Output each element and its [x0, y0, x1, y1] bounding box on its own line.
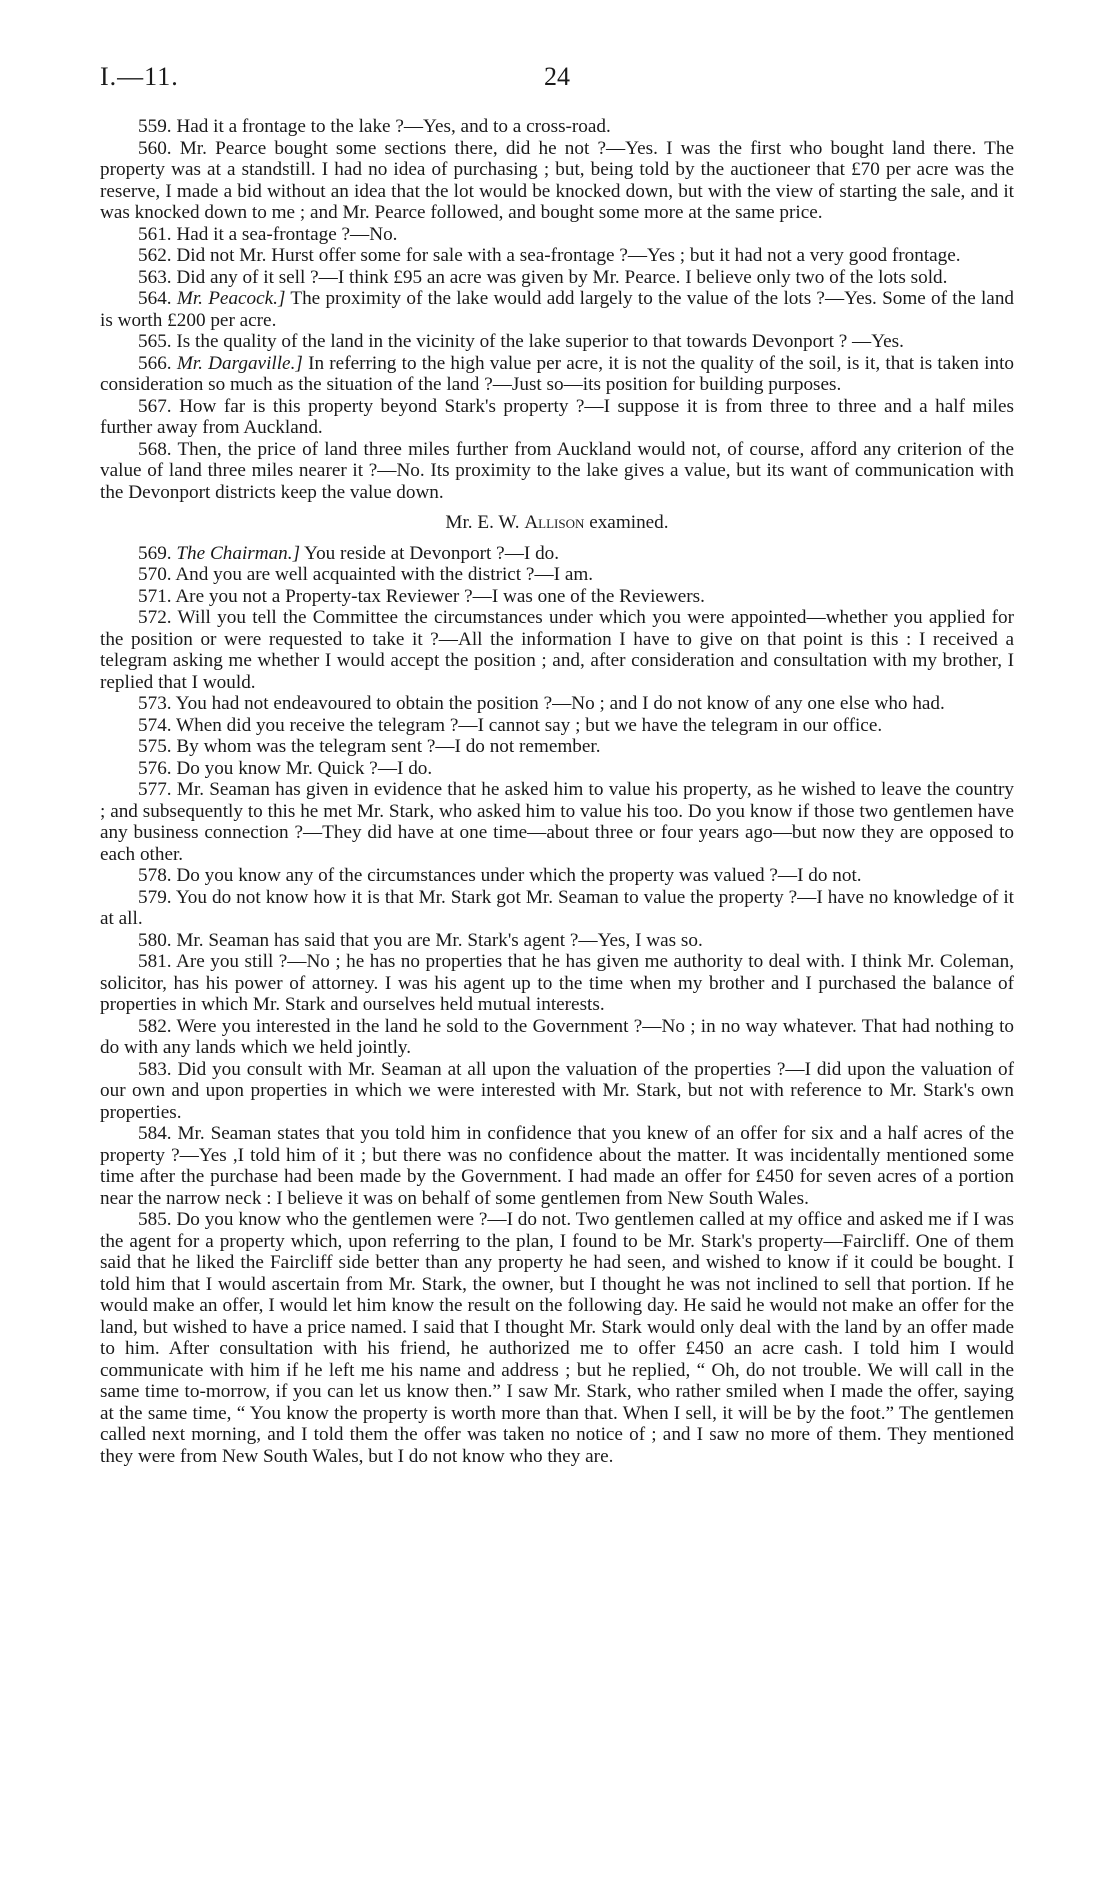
question-paragraph	[100, 138, 1014, 224]
witness-heading-prefix: Mr. E. W.	[445, 512, 520, 533]
question-paragraph	[100, 758, 1014, 780]
paper-reference: I.—11.	[100, 62, 179, 91]
question-paragraph	[100, 224, 1014, 246]
question-paragraph	[100, 779, 1014, 865]
question-text: Do you know Mr. Quick ?—I do.	[176, 757, 433, 779]
question-text: In referring to the high value per acre, it is not the quality of the soil, is it, that is taken into consideration so much as the situation of the land ?—Just so—its position for building purposes.	[100, 352, 1015, 395]
question-text: Had it a frontage to the lake ?—Yes, and to a cross-road.	[176, 116, 611, 137]
question-text: Did not Mr. Hurst offer some for sale with a sea-frontage ?—Yes ; but it had not a very good frontage.	[176, 245, 961, 266]
question-text: Mr. Seaman states that you told him in confidence that you knew of an offer for six and a half acres of the property ?—Yes ,I told him of it ; but there was no confidence about the matter. It was incidentally mentioned some time after the purchase had been made by the Government. I had made an offer for £450 for seven acres of a portion near the narrow neck : I believe it was on behalf of some gentlemen from New South Wales.	[100, 1123, 1014, 1209]
question-text: Did any of it sell ?—I think £95 an acre was given by Mr. Pearce. I believe only two of the lots sold.	[176, 266, 948, 288]
question-paragraph	[100, 543, 1014, 565]
question-text: Were you interested in the land he sold to the Government ?—No ; in no way whatever. That had nothing to do with any lands which we held jointly.	[100, 1015, 1014, 1058]
question-number: 564.	[138, 288, 172, 309]
question-paragraph	[100, 1016, 1014, 1059]
question-number: 568.	[138, 438, 172, 460]
question-text: Mr. Pearce bought some sections there, did he not ?—Yes. I was the first who bought land there. The property was at a standstill. I had no idea of purchasing ; but, being told by the auctioneer that £70 per acre was the reserve, I made a bid without an idea that the lot would be knocked down, but with the view of starting the sale, and it was knocked down to me ; and Mr. Pearce followed, and bought some more at the same price.	[100, 137, 1014, 223]
question-paragraph	[100, 353, 1014, 396]
question-number: 563.	[138, 266, 172, 288]
question-number: 575.	[138, 736, 172, 757]
witness-name: Allison	[524, 512, 585, 533]
question-text: And you are well acquainted with the district ?—I am.	[175, 564, 594, 585]
question-number: 572.	[138, 607, 172, 628]
question-text: Mr. Seaman has said that you are Mr. Stark's agent ?—Yes, I was so.	[176, 929, 703, 951]
question-text: The proximity of the lake would add largely to the value of the lots ?—Yes. Some of the land is worth £200 per acre.	[100, 288, 1015, 331]
evidence-group-2	[100, 543, 1014, 1468]
question-number: 578.	[138, 865, 172, 886]
question-paragraph	[100, 564, 1014, 586]
question-text: Are you not a Property-tax Reviewer ?—I was one of the Reviewers.	[175, 585, 705, 607]
question-number: 579.	[138, 886, 172, 908]
speaker-name: Mr. Peacock.]	[176, 288, 286, 309]
question-text: You had not endeavoured to obtain the position ?—No ; and I do not know of any one else who had.	[175, 693, 945, 714]
question-text: When did you receive the telegram ?—I cannot say ; but we have the telegram in our office.	[176, 714, 883, 736]
question-text: Did you consult with Mr. Seaman at all upon the valuation of the properties ?—I did upon the valuation of our own and upon properties in which we were interested with Mr. Stark, but not with reference to Mr. Stark's own properties.	[100, 1058, 1014, 1123]
question-paragraph	[100, 288, 1014, 331]
question-number: 577.	[138, 779, 172, 800]
question-text: How far is this property beyond Stark's property ?—I suppose it is from three to three and a half miles further away from Auckland.	[100, 395, 1015, 438]
evidence-group-1	[100, 116, 1014, 503]
question-paragraph	[100, 715, 1014, 737]
question-number: 566.	[138, 352, 172, 374]
question-number: 580.	[138, 929, 172, 951]
witness-heading-suffix: examined.	[589, 512, 669, 533]
question-number: 565.	[138, 331, 172, 352]
question-paragraph	[100, 693, 1014, 715]
witness-heading	[100, 512, 1014, 534]
question-paragraph	[100, 736, 1014, 758]
question-paragraph	[100, 887, 1014, 930]
question-number: 583.	[138, 1058, 172, 1080]
question-number: 585.	[138, 1209, 172, 1230]
question-text: Will you tell the Committee the circumstances under which you were appointed—whether you applied for the position or were requested to take it ?—All the information I have to give on that point is this : I received a telegram asking me whether I would accept the position ; and, after consideration and consultation with my brother, I replied that I would.	[100, 607, 1014, 693]
question-number: 561.	[138, 223, 172, 245]
question-paragraph	[100, 1059, 1014, 1124]
question-number: 574.	[138, 714, 172, 736]
question-number: 569.	[138, 542, 172, 564]
question-number: 582.	[138, 1015, 172, 1037]
question-number: 570.	[138, 564, 172, 585]
question-text: Is the quality of the land in the vicinity of the lake superior to that towards Devonport ? —Yes.	[176, 331, 904, 352]
question-paragraph	[100, 607, 1014, 693]
question-number: 567.	[138, 395, 172, 417]
question-paragraph	[100, 1209, 1014, 1467]
speaker-name: The Chairman.]	[176, 542, 301, 564]
question-number: 581.	[138, 951, 172, 972]
question-text: Mr. Seaman has given in evidence that he asked him to value his property, as he wished to leave the country ; and subsequently to this he met Mr. Stark, who asked him to value his too. Do you know if those two gentlemen have any business connection ?—They did have at one time—about three or four years ago—but now they are opposed to each other.	[100, 779, 1014, 865]
question-text: You do not know how it is that Mr. Stark got Mr. Seaman to value the property ?—I have no knowledge of it at all.	[100, 886, 1014, 929]
question-number: 571.	[138, 585, 172, 607]
document-body	[100, 116, 1014, 1467]
question-text: Had it a sea-frontage ?—No.	[176, 223, 398, 245]
question-text: Are you still ?—No ; he has no properties that he has given me authority to deal with. I think Mr. Coleman, solicitor, has his power of attorney. I was his agent up to the time when my brother and I purchased the balance of properties in which Mr. Stark and ourselves held mutual interests.	[100, 951, 1014, 1015]
question-paragraph	[100, 930, 1014, 952]
question-number: 560.	[138, 137, 172, 159]
question-paragraph	[100, 439, 1014, 504]
question-paragraph	[100, 951, 1014, 1016]
question-paragraph	[100, 267, 1014, 289]
question-text: Then, the price of land three miles further from Auckland would not, of course, afford any criterion of the value of land three miles nearer it ?—No. Its proximity to the lake gives a value, but its want of communication with the Devonport districts keep the value down.	[100, 438, 1014, 503]
page-number: 24	[544, 62, 570, 91]
question-paragraph	[100, 331, 1014, 353]
page-header	[100, 62, 1014, 98]
question-text: You reside at Devonport ?—I do.	[304, 542, 560, 564]
question-number: 559.	[138, 116, 172, 137]
question-paragraph	[100, 865, 1014, 887]
question-number: 584.	[138, 1123, 172, 1144]
question-paragraph	[100, 586, 1014, 608]
question-number: 562.	[138, 245, 172, 266]
question-paragraph	[100, 1123, 1014, 1209]
speaker-name: Mr. Dargaville.]	[176, 352, 303, 374]
question-text: Do you know who the gentlemen were ?—I do not. Two gentlemen called at my office and asked me if I was the agent for a property which, upon referring to the plan, I found to be Mr. Stark's property—Faircliff. One of them said that he liked the Faircliff side better than any property he had seen, and wished to know if it could be bought. I told him that I would ascertain from Mr. Stark, the owner, but I thought he was not inclined to sell that portion. If he would make an offer, I would let him know the result on the following day. He said he would not make an offer for the land, but wished to have a price named. I said that I thought Mr. Stark would only deal with the land by an offer made to him. After consultation with his friend, he authorized me to offer £450 an acre cash. I told him I would communicate with him if he left me his name and address ; but he replied, “ Oh, do not trouble. We will call in the same time to-morrow, if you can let us know then.” I saw Mr. Stark, who rather smiled when I made the offer, saying at the same time, “ You know the property is worth more than that. When I sell, it will be by the foot.” The gentlemen called next morning, and I told them the offer was taken no notice of ; and I saw no more of them. They mentioned they were from New South Wales, but I do not know who they are.	[100, 1209, 1014, 1467]
question-text: By whom was the telegram sent ?—I do not remember.	[176, 736, 601, 757]
question-number: 576.	[138, 757, 172, 779]
question-text: Do you know any of the circumstances under which the property was valued ?—I do not.	[176, 865, 862, 886]
question-number: 573.	[138, 693, 172, 714]
question-paragraph	[100, 245, 1014, 267]
question-paragraph	[100, 396, 1014, 439]
question-paragraph	[100, 116, 1014, 138]
